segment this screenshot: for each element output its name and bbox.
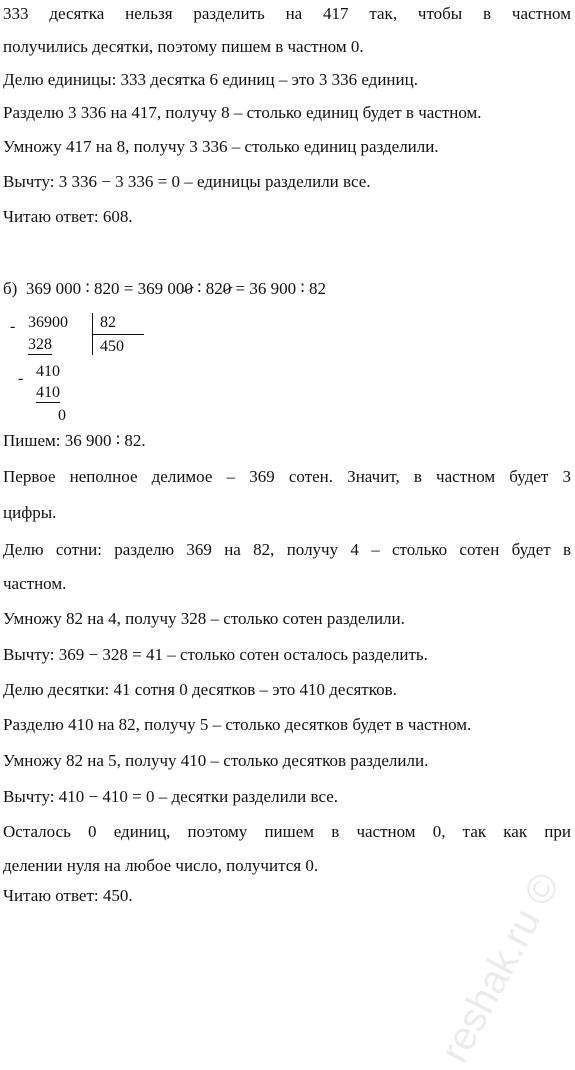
text-line: Первое неполное делимое – 369 сотен. Значит, в частном будет 3 — [3, 467, 571, 486]
minus-sign: - — [18, 370, 24, 387]
answer-line: Читаю ответ: 608. — [3, 207, 133, 226]
text-line: Делю сотни: разделю 369 на 82, получу 4 – столько сотен будет в — [3, 540, 571, 559]
text-line: Делю единицы: 333 десятка 6 единиц – это 3 336 единиц. — [3, 70, 418, 89]
quotient-line — [92, 334, 144, 335]
text-line: Осталось 0 единиц, поэтому пишем в частном 0, так как при — [3, 822, 571, 841]
final-remainder: 0 — [58, 407, 66, 424]
text-line: Вычту: 410 − 410 = 0 – десятки разделили все. — [3, 787, 338, 806]
text-line: частном. — [3, 574, 67, 593]
subtrahend: 328 — [28, 336, 52, 353]
text-line: делении нуля на любое число, получится 0. — [3, 856, 319, 875]
text-line: Вычту: 3 336 − 3 336 = 0 – единицы разделили все. — [3, 172, 371, 191]
text-line: Разделю 3 336 на 417, получу 8 – столько единиц будет в частном. — [3, 103, 482, 122]
text-line: Разделю 410 на 82, получу 5 – столько десятков будет в частном. — [3, 715, 472, 734]
expr-part: = 36 900 ∶ 82 — [231, 279, 327, 298]
text-line: цифры. — [3, 503, 57, 522]
subtrahend: 410 — [36, 384, 60, 401]
text-line: Пишем: 36 900 ∶ 82. — [3, 431, 146, 450]
struck-zero: 0 — [184, 279, 193, 298]
text-line: Вычту: 369 − 328 = 41 – столько сотен осталось разделить. — [3, 645, 428, 664]
quotient: 450 — [100, 338, 124, 355]
watermark: reshak.ru © — [431, 865, 569, 1070]
struck-zero: 0 — [222, 279, 232, 298]
text-line: 333 десятка нельзя разделить на 417 так, чтобы в частном — [3, 4, 571, 23]
text-line: Делю десятки: 41 сотня 0 десятков – это 410 десятков. — [3, 680, 397, 699]
answer-line: Читаю ответ: 450. — [3, 886, 133, 905]
task-label: б) — [3, 279, 18, 298]
remainder: 410 — [36, 363, 60, 380]
text-line: Умножу 82 на 4, получу 328 – столько сотен разделили. — [3, 609, 405, 628]
task-expression — [3, 279, 326, 299]
text-line: Умножу 82 на 5, получу 410 – столько десятков разделили. — [3, 751, 429, 770]
minus-sign: - — [10, 318, 16, 335]
expr-part: ∶ 82 — [192, 279, 223, 298]
text-line: получились десятки, поэтому пишем в частном 0. — [3, 37, 364, 56]
expr-part: 369 000 ∶ 820 = 369 00 — [25, 279, 185, 298]
dividend: 36900 — [28, 314, 68, 331]
divisor: 82 — [100, 314, 116, 331]
text-line: Умножу 417 на 8, получу 3 336 – столько единиц разделили. — [3, 137, 439, 156]
